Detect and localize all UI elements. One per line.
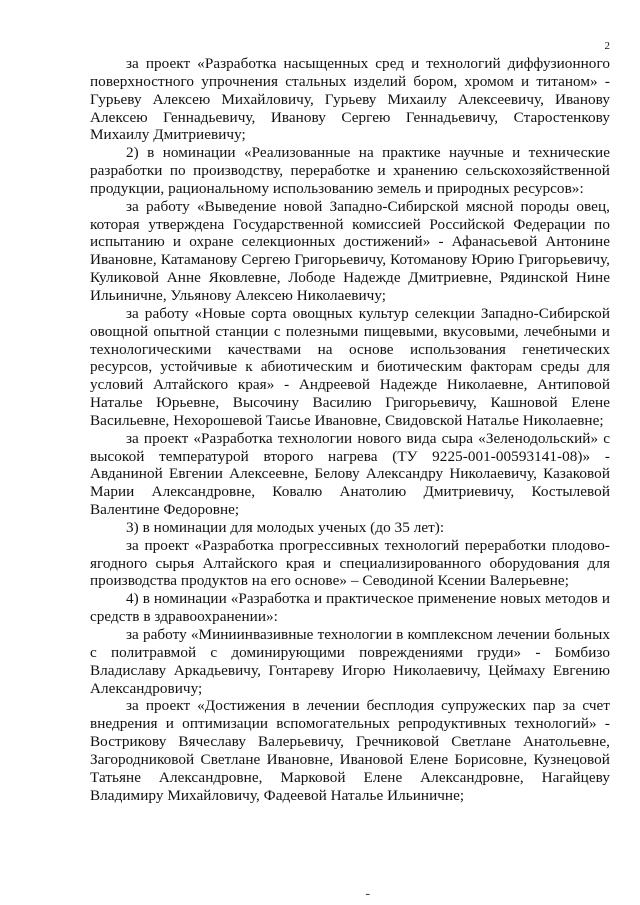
paragraph-award-vegetable-varieties: за работу «Новые сорта овощных культур селекции Западно-Сибирской овощной опытной станции с полезными пищевыми, вкусовыми, лечебными и технологическими качествами на основе использования генетических ресурсов, устойчивые к абиотическим и биотическим факторам среды для условий Алтайского края» - Андреевой Надежде Николаевне, Антиповой Наталье Юрьевне, Высочину Василию Григорьевичу, Кашновой Елене Васильевне, Нехорошевой Таисье Ивановне, Свидовской Наталье Николаевне; xyxy=(90,304,610,429)
document-body xyxy=(90,55,610,804)
paragraph-award-polytrauma: за работу «Миниинвазивные технологии в комплексном лечении больных с политравмой с доминирующими повреждениями груди» - Бомбизо Владиславу Аркадьевичу, Гонтареву Игорю Николаевичу, Цеймаху Евгению Александровичу; xyxy=(90,626,610,697)
page-number: 2 xyxy=(604,40,610,52)
paragraph-nomination-agriculture: 2) в номинации «Реализованные на практике научные и технические разработки по производству, переработке и хранению сельскохозяйственной продукции, рациональному использованию земель и природных ресурсов»: xyxy=(90,144,610,197)
paragraph-nomination-young-scientists: 3) в номинации для молодых ученых (до 35 лет): xyxy=(126,518,445,536)
paragraph-nomination-healthcare: 4) в номинации «Разработка и практическое применение новых методов и средств в здравоохранении»: xyxy=(90,590,610,626)
bottom-scan-mark: ـ xyxy=(366,884,370,898)
paragraph-award-infertility: за проект «Достижения в лечении бесплодия супружеских пар за счет внедрения и оптимизации вспомогательных репродуктивных технологий» - Вострикову Вячеславу Валерьевичу, Гречниковой Светлане Анатольевне, Загородниковой Светлане Ивановне, Ивановой Елене Борисовне, Кузнецовой Татьяне Александровне, Марковой Елене Александровне, Нагайцеву Владимиру Михайловичу, Фадеевой Наталье Ильиничне; xyxy=(90,697,610,804)
paragraph-award-cheese-technology: за проект «Разработка технологии нового вида сыра «Зеленодольский» с высокой температурой второго нагрева (ТУ 9225-001-00593141-08)» - Авданиной Евгении Алексеевне, Белову Александру Николаевичу, Казаковой Марии Александровне, Ковалю Анатолию Дмитриевичу, Костылевой Валентине Федоровне; xyxy=(90,429,610,519)
paragraph-award-berry-processing: за проект «Разработка прогрессивных технологий переработки плодово-ягодного сырья Алтайского края и специализированного оборудования для производства продуктов на его основе» – Севодиной Ксении Валерьевне; xyxy=(90,536,610,590)
paragraph-award-diffusion-hardening: за проект «Разработка насыщенных сред и технологий диффузионного поверхностного упрочнения стальных изделий бором, хромом и титаном» - Гурьеву Алексею Михайловичу, Гурьеву Михаилу Алексеевичу, Иванову Алексею Геннадьевичу, Иванову Сергею Геннадьевичу, Старостенкову Михаилу Дмитриевичу; xyxy=(90,55,610,144)
paragraph-award-sheep-breed: за работу «Выведение новой Западно-Сибирской мясной породы овец, которая утверждена Государственной комиссией Российской Федерации по испытанию и охране селекционных достижений» - Афанасьевой Антонине Ивановне, Катаманову Сергею Григорьевичу, Котоманову Юрию Григорьевичу, Куликовой Анне Яковлевне, Лободе Надежде Дмитриевне, Рядинской Нине Ильиничне, Ульянову Алексею Николаевичу; xyxy=(90,197,610,304)
